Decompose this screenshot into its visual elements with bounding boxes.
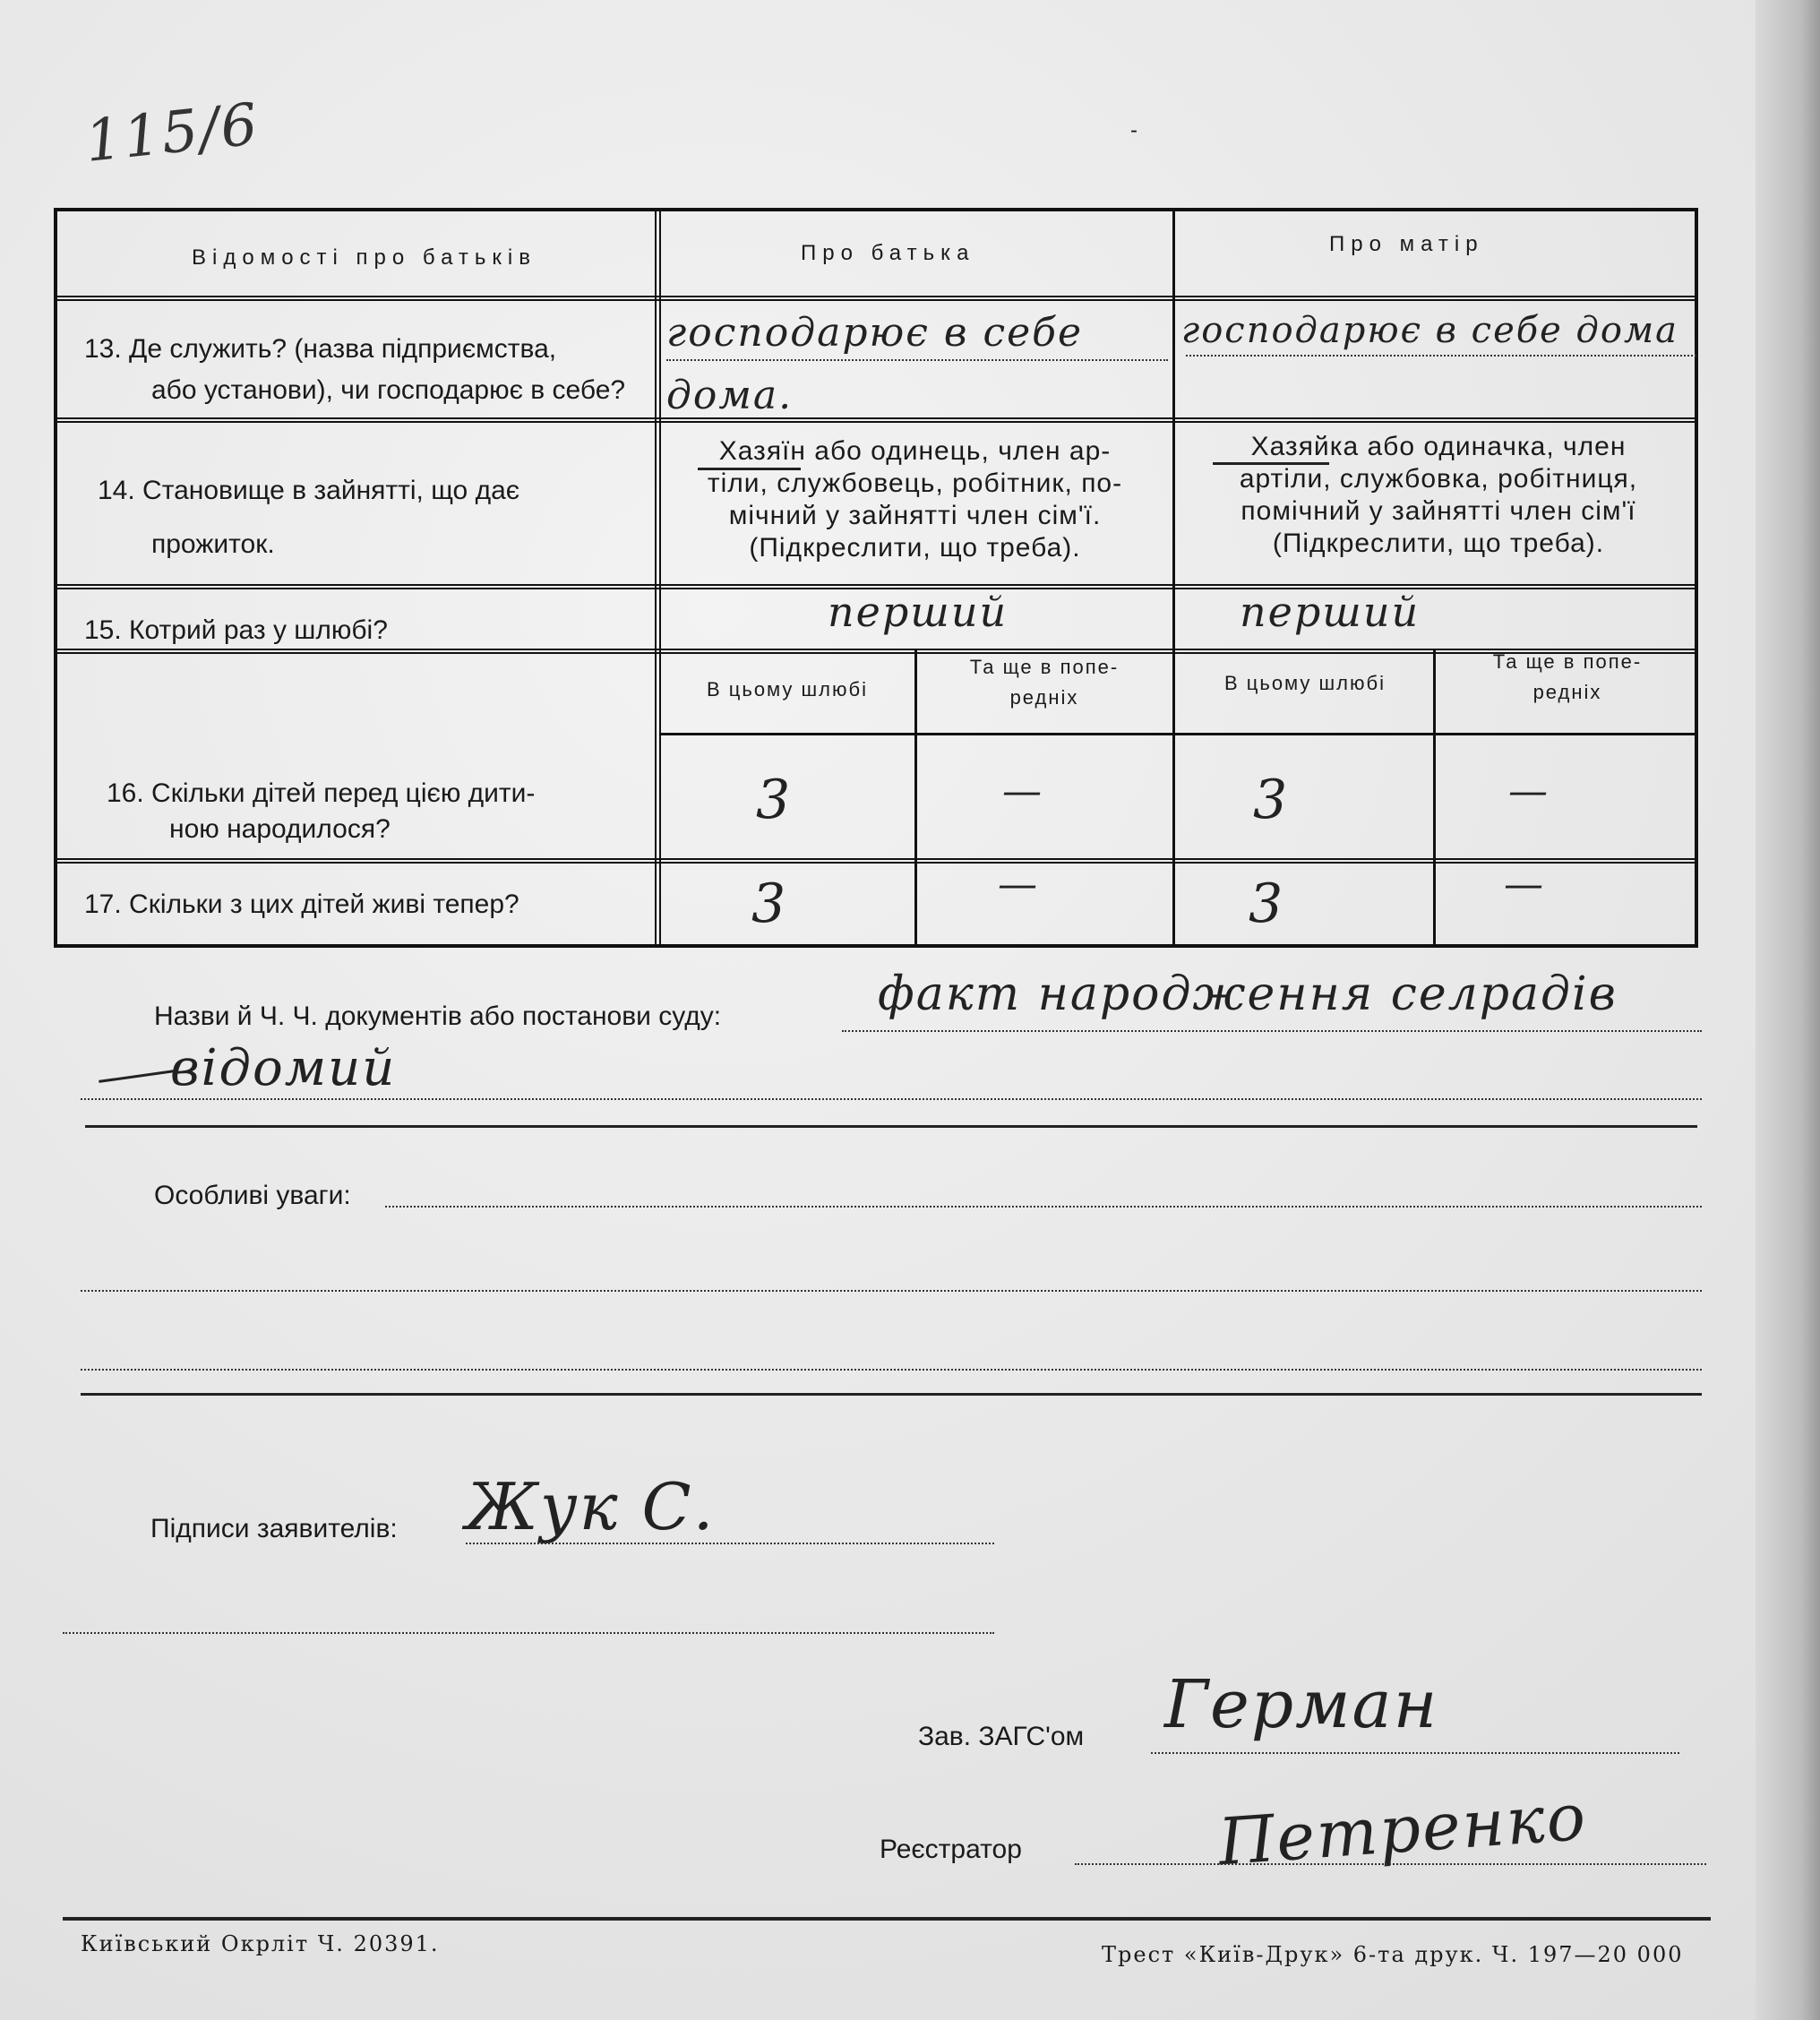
divider-col1 (655, 211, 661, 948)
row-divider-subheader (660, 733, 1695, 735)
subheader-father-previous (919, 652, 1170, 713)
mark-dash: - (1130, 118, 1138, 142)
documents-label: Назви й Ч. Ч. документів або постанови суду: (154, 1001, 722, 1031)
binding-edge (1756, 0, 1820, 2020)
row15-father-value: перший (828, 588, 1009, 636)
footer-rule (63, 1917, 1711, 1921)
row17-mother-this: 3 (1249, 872, 1285, 935)
row13-label-line2: або установи), чи господарює в себе? (151, 375, 626, 405)
row16-father-prev: — (1002, 769, 1043, 814)
row14-father-line3: мічний у зайнятті член сім'ї. (728, 501, 1102, 530)
row-divider-13 (57, 417, 1695, 423)
row14-mother-options (1179, 431, 1698, 560)
zags-head-line (1151, 1752, 1679, 1754)
documents-rule (85, 1125, 1697, 1128)
remarks-rule (81, 1393, 1702, 1396)
row14-label-line1: 14. Становище в зайнятті, що дає (98, 476, 520, 505)
documents-value-line2: відомий (170, 1039, 397, 1097)
header-parents-info: Відомості про батьків (192, 245, 537, 270)
row13-father-value-line1: господарює в себе (666, 310, 1084, 356)
row14-father-line4: (Підкреслити, що треба). (749, 533, 1081, 563)
applicants-signature: Жук С. (466, 1469, 716, 1544)
subheader-mother-previous (1438, 647, 1696, 708)
subheader-father-prev-line2: редніх (1009, 686, 1079, 709)
divider-col2 (1172, 211, 1175, 948)
row14-mother-line4: (Підкреслити, що треба). (1272, 529, 1605, 558)
footer-left-imprint: Київський Окрліт Ч. 20391. (81, 1931, 440, 1956)
remarks-fill-line3 (81, 1369, 1702, 1371)
row14-father-line1: Хазяїн або одинець, член ар- (718, 436, 1112, 466)
registrar-line (1075, 1863, 1706, 1865)
documents-value-line1: факт народження селрадів (878, 967, 1618, 1021)
registrar-label: Реєстратор (880, 1835, 1022, 1864)
reference-number: 115/6 (82, 91, 262, 176)
row14-mother-line3: помічний у зайнятті член сім'ї (1241, 496, 1636, 526)
row14-label-line2: прожиток. (151, 529, 275, 559)
subheader-mother-this-marriage: В цьому шлюбі (1223, 672, 1386, 694)
footer-right-imprint: Трест «Київ-Друк» 6-та друк. Ч. 197—20 000 (1102, 1942, 1684, 1967)
row16-father-this: 3 (756, 769, 793, 831)
remarks-label: Особливі уваги: (154, 1181, 351, 1210)
row13-father-fill-line (666, 359, 1168, 361)
applicants-signature-label: Підписи заявителів: (150, 1514, 398, 1543)
applicants-signature-line (466, 1543, 994, 1544)
row16-label-line1: 16. Скільки дітей перед цією дити- (107, 778, 536, 808)
row17-father-prev: — (998, 862, 1039, 907)
row14-mother-line2: артіли, службовка, робітниця, (1239, 464, 1638, 494)
remarks-fill-line2 (81, 1290, 1702, 1292)
remarks-fill-line1 (385, 1206, 1702, 1208)
divider-mother-sub (1433, 649, 1436, 948)
row15-mother-value: перший (1240, 588, 1421, 636)
zags-head-label: Зав. ЗАГС'ом (918, 1722, 1085, 1751)
header-father: Про батька (801, 241, 975, 265)
row13-label-line1: 13. Де служить? (назва підприємства, (84, 334, 557, 364)
row-divider-header (57, 296, 1695, 301)
row13-mother-fill-line (1186, 355, 1696, 357)
row17-mother-prev: — (1504, 862, 1545, 907)
row17-label: 17. Скільки з цих дітей живі тепер? (84, 890, 519, 919)
row16-label-line2: ною народилося? (169, 814, 391, 844)
zags-head-signature: Герман (1164, 1666, 1439, 1743)
divider-father-sub (914, 649, 917, 948)
row16-mother-prev: — (1508, 769, 1550, 814)
row14-mother-underline (1213, 462, 1329, 465)
subheader-mother-prev-line2: редніх (1532, 681, 1602, 703)
subheader-father-this-marriage: В цьому шлюбі (706, 678, 869, 701)
parents-info-table (54, 208, 1698, 948)
row14-father-line2: тіли, службовець, робітник, по- (707, 468, 1123, 498)
row16-mother-this: 3 (1253, 769, 1290, 831)
subheader-mother-prev-line1: Та ще в попе- (1492, 650, 1643, 673)
row15-label: 15. Котрий раз у шлюбі? (84, 615, 388, 645)
applicants-extra-line (63, 1632, 994, 1634)
row13-mother-value: господарює в себе дома (1181, 310, 1678, 351)
row14-father-options (662, 435, 1168, 564)
row13-father-value-line2: дома. (666, 373, 794, 418)
header-mother: Про матір (1329, 232, 1484, 256)
row14-mother-line1: Хазяйка або одиначка, член (1250, 432, 1627, 461)
documents-fill-line1 (842, 1030, 1702, 1032)
row-divider-16 (57, 858, 1695, 864)
row14-father-underline (698, 468, 801, 470)
registrar-signature: Петренко (1215, 1778, 1590, 1880)
subheader-father-prev-line1: Та ще в попе- (969, 656, 1120, 678)
row17-father-this: 3 (751, 872, 788, 935)
documents-fill-line2 (81, 1098, 1702, 1100)
